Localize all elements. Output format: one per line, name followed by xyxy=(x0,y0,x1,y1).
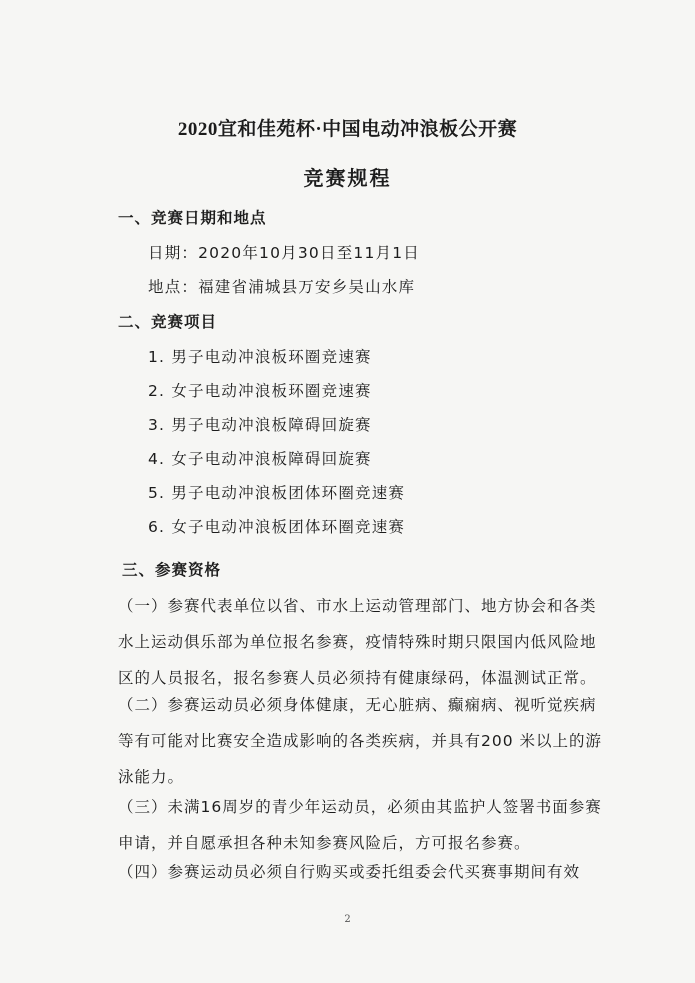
document-title: 2020宜和佳苑杯·中国电动冲浪板公开赛 xyxy=(177,119,518,140)
event-date: 日期：2020年10月30日至11月1日 xyxy=(148,244,420,262)
eligibility-paragraph-3: （三）未满16周岁的青少年运动员，必须由其监护人签署书面参赛申请，并自愿承担各种未知参赛风险后，方可报名参赛。 xyxy=(118,798,602,852)
section-3-heading: 三、参赛资格 xyxy=(122,561,222,579)
event-item: 4. 女子电动冲浪板障碍回旋赛 xyxy=(148,450,372,468)
event-item: 5. 男子电动冲浪板团体环圈竞速赛 xyxy=(148,484,406,502)
event-item: 1. 男子电动冲浪板环圈竞速赛 xyxy=(148,348,372,366)
eligibility-paragraph-1: （一）参赛代表单位以省、市水上运动管理部门、地方协会和各类水上运动俱乐部为单位报名参赛，疫情特殊时期只限国内低风险地区的人员报名，报名参赛人员必须持有健康绿码，体温测试正常。 xyxy=(118,597,597,687)
section-1-heading: 一、竞赛日期和地点 xyxy=(118,209,267,227)
event-item: 3. 男子电动冲浪板障碍回旋赛 xyxy=(148,416,372,434)
event-item: 6. 女子电动冲浪板团体环圈竞速赛 xyxy=(148,518,406,536)
section-2-heading: 二、竞赛项目 xyxy=(118,313,218,331)
eligibility-paragraph-2: （二）参赛运动员必须身体健康，无心脏病、癫痫病、视听觉疾病等有可能对比赛安全造成影响的各类疾病，并具有200 米以上的游泳能力。 xyxy=(118,696,603,786)
eligibility-paragraph-4: （四）参赛运动员必须自行购买或委托组委会代买赛事期间有效 xyxy=(118,863,581,881)
event-location: 地点：福建省浦城县万安乡吴山水库 xyxy=(148,278,416,296)
document-subtitle: 竞赛规程 xyxy=(303,168,392,190)
page-number: 2 xyxy=(344,914,351,925)
event-item: 2. 女子电动冲浪板环圈竞速赛 xyxy=(148,382,372,400)
